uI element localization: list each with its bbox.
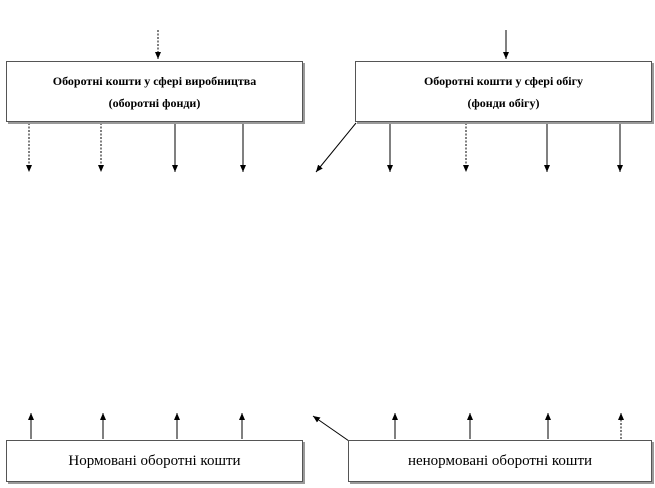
production-box-line1: Оборотні кошти у сфері виробництва <box>52 73 257 88</box>
circulation-box-line2: (фонди обігу) <box>467 95 540 110</box>
circulation-working-capital-box <box>355 61 652 122</box>
normed-box-label: Нормовані оборотні кошти <box>68 452 241 469</box>
production-box-line2: (оборотні фонди) <box>108 95 201 110</box>
nonnormed-working-capital-box <box>348 440 652 482</box>
production-working-capital-box <box>6 61 303 122</box>
normed-working-capital-box <box>6 440 303 482</box>
diagonal-arrow-bottom <box>313 416 349 441</box>
circulation-box-line1: Оборотні кошти у сфері обігу <box>423 73 584 88</box>
diagonal-arrow-top <box>316 123 356 172</box>
nonnormed-box-label: ненормовані оборотні кошти <box>407 452 593 469</box>
